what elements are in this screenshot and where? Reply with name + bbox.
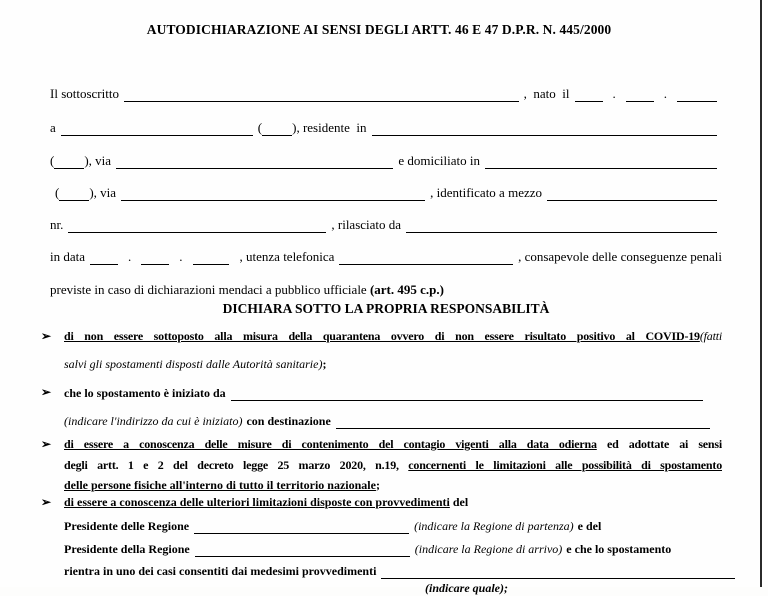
label-nr: nr. <box>50 217 64 232</box>
label-indicare-quale: (indicare quale); <box>425 581 508 595</box>
text-salvi-spostamenti: salvi gli spostamenti disposti dalle Autorità sanitarie) <box>64 357 323 371</box>
paren-open: ( <box>257 120 263 135</box>
label-previste-in-caso: previste in caso di dichiarazioni mendaci a pubblico ufficiale <box>50 282 370 297</box>
label-a: a <box>50 120 56 135</box>
field-indirizzo-inizio[interactable] <box>231 386 703 401</box>
field-regione-partenza[interactable] <box>194 519 409 534</box>
form-line-luogo-nascita <box>50 118 722 136</box>
label-indicare-regione-partenza: (indicare la Regione di partenza) <box>414 519 574 533</box>
field-nascita-anno[interactable] <box>677 86 717 102</box>
text-territorio-nazionale: delle persone fisiche all'interno di tutto il territorio nazionale <box>64 478 376 492</box>
field-comune-nascita[interactable] <box>61 120 253 136</box>
label-nato-il: , nato il <box>523 86 570 101</box>
text-semicolon: ; <box>375 478 380 492</box>
bullet1-line1 <box>64 328 722 344</box>
label-spostamento-iniziato-da: che lo spostamento è iniziato da <box>64 386 226 400</box>
field-via-residenza[interactable] <box>116 153 393 169</box>
declaration-heading: DICHIARA SOTTO LA PROPRIA RESPONSABILITÀ <box>222 301 550 316</box>
bullet-arrow-icon: ➢ <box>41 437 52 451</box>
date-separator: . <box>663 86 667 101</box>
field-rilascio-anno[interactable] <box>193 249 229 265</box>
text-semicolon: ; <box>322 357 327 371</box>
bullet4-line2 <box>64 517 743 534</box>
paren-open: ( <box>55 185 60 200</box>
field-provincia-residenza[interactable] <box>54 153 84 169</box>
field-numero-documento[interactable] <box>68 217 326 233</box>
label-casi-consentiti: rientra in uno dei casi consentiti dai medesimi provvedimenti <box>64 564 377 578</box>
form-line-avvertenza <box>50 280 722 298</box>
text-ed-adottate: ed adottate ai sensi <box>606 437 722 451</box>
bullet-arrow-icon: ➢ <box>41 329 52 343</box>
field-nascita-giorno[interactable] <box>575 86 603 102</box>
field-rilascio-mese[interactable] <box>141 249 169 265</box>
bullet3-line3 <box>64 477 722 493</box>
paren-open: ( <box>50 153 55 168</box>
document-title: AUTODICHIARAZIONE AI SENSI DEGLI ARTT. 46 E 47 D.P.R. N. 445/2000 <box>146 22 612 37</box>
form-line-sottoscritto <box>50 84 722 102</box>
field-ente-rilascio[interactable] <box>406 217 717 233</box>
bullet-arrow-icon: ➢ <box>41 495 52 509</box>
label-utenza-telefonica: , utenza telefonica <box>239 249 335 264</box>
date-separator: . <box>179 249 183 264</box>
label-consapevole: , consapevole delle conseguenze penali <box>518 249 722 264</box>
bullet3-line1 <box>64 436 722 452</box>
text-no-quarantena: di non essere sottoposto alla misura della quarantena ovvero di non essere risultato positivo al COVID-19 <box>64 329 700 343</box>
field-destinazione[interactable] <box>336 414 710 429</box>
label-via: ), via <box>89 185 117 200</box>
field-caso-consentito[interactable] <box>381 564 735 579</box>
field-nome-cognome[interactable] <box>124 86 519 102</box>
bullet3-line2 <box>64 457 722 473</box>
label-residente-in: ), residente in <box>292 120 367 135</box>
label-via: ), via <box>84 153 112 168</box>
label-con-destinazione: con destinazione <box>246 414 331 428</box>
form-line-residenza <box>50 151 722 169</box>
bullet2-line2 <box>64 412 715 429</box>
form-line-documento <box>50 215 722 233</box>
field-comune-domicilio[interactable] <box>485 153 717 169</box>
label-art-495: (art. 495 c.p.) <box>369 282 444 297</box>
field-provincia-nascita[interactable] <box>262 120 292 136</box>
bullet2-line1 <box>64 384 708 401</box>
field-via-domicilio[interactable] <box>121 185 425 201</box>
form-line-domicilio <box>55 183 722 201</box>
bullet4-line3 <box>64 540 743 557</box>
label-presidente-della-regione: Presidente della Regione <box>64 542 190 556</box>
text-ulteriori-limitazioni: di essere a conoscenza delle ulteriori limitazioni disposte con provvedimenti <box>64 495 450 509</box>
field-comune-residenza[interactable] <box>372 120 718 136</box>
field-rilascio-giorno[interactable] <box>90 249 118 265</box>
bullet-arrow-icon: ➢ <box>41 385 52 399</box>
label-in-data: in data <box>50 249 86 264</box>
label-indicare-regione-arrivo: (indicare la Regione di arrivo) <box>414 542 563 556</box>
label-identificato-a-mezzo: , identificato a mezzo <box>430 185 542 200</box>
bullet4-line1 <box>64 494 722 510</box>
date-separator: . <box>612 86 616 101</box>
text-del: del <box>452 495 469 509</box>
text-misure-contenimento: di essere a conoscenza delle misure di contenimento del contagio vigenti alla data odierna <box>64 437 597 451</box>
label-indicare-indirizzo: (indicare l'indirizzo da cui è iniziato) <box>64 414 243 428</box>
field-telefono[interactable] <box>339 249 513 265</box>
text-e-del: e del <box>577 519 602 533</box>
date-separator: . <box>128 249 132 264</box>
label-rilasciato-da: , rilasciato da <box>331 217 402 232</box>
bullet1-line2 <box>64 356 722 372</box>
label-il-sottoscritto: Il sottoscritto <box>50 86 119 101</box>
text-limitazioni-spostamento: concernenti le limitazioni alle possibilità di spostamento <box>408 458 722 472</box>
text-fatti: (fatti <box>699 329 722 343</box>
page-right-border <box>760 0 762 587</box>
text-e-che-lo-spostamento: e che lo spostamento <box>566 542 672 556</box>
form-line-data-telefono <box>50 247 722 265</box>
field-provincia-domicilio[interactable] <box>59 185 89 201</box>
label-domiciliato-in: e domiciliato in <box>398 153 480 168</box>
bullet4-line4 <box>64 562 740 579</box>
field-regione-arrivo[interactable] <box>195 542 410 557</box>
label-presidente-delle-regione: Presidente delle Regione <box>64 519 190 533</box>
field-nascita-mese[interactable] <box>626 86 654 102</box>
text-decreto-legge: degli artt. 1 e 2 del decreto legge 25 marzo 2020, n.19, <box>64 458 399 472</box>
field-tipo-documento[interactable] <box>547 185 717 201</box>
